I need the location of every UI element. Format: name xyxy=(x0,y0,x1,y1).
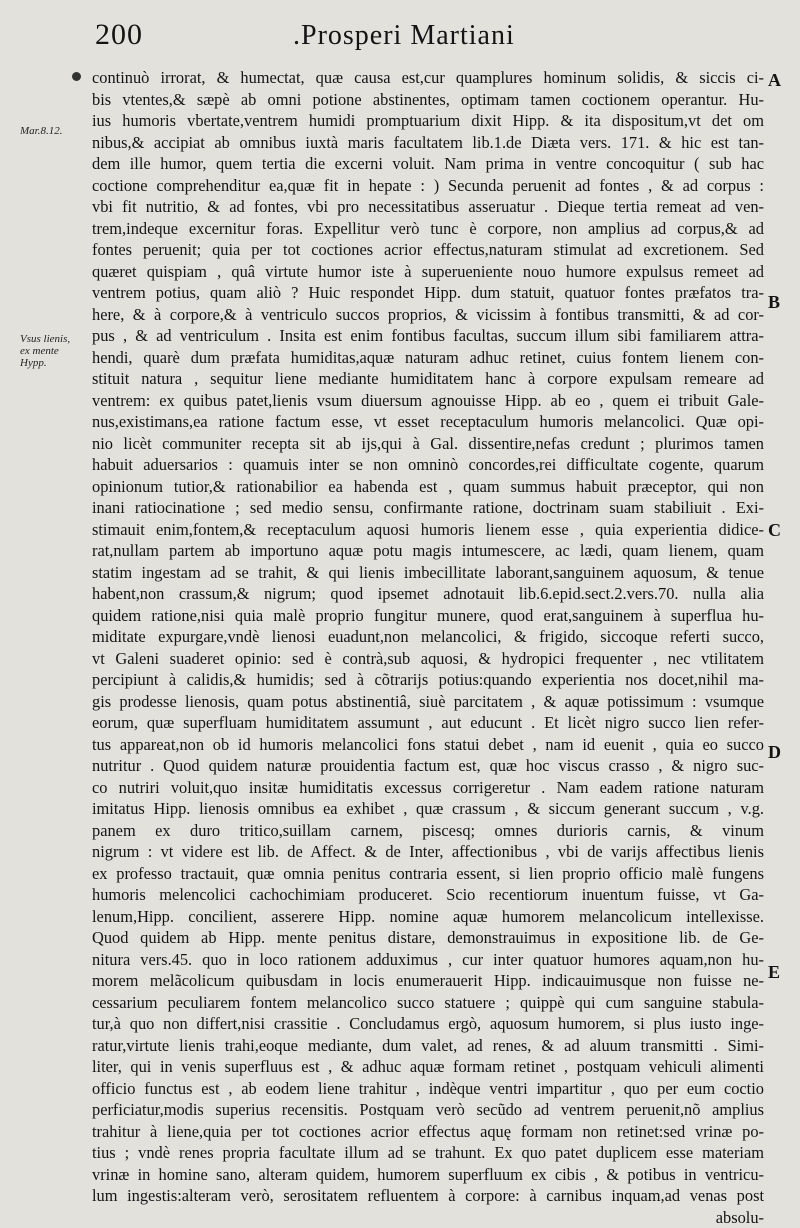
text-line: nitura vers.45. quo in loco rationem adduximus , cur inter quatuor humores aquam,non hu- xyxy=(92,949,764,971)
section-letter-e: E xyxy=(768,962,780,983)
text-line: trahitur à liene,quia per tot coctiones acrior effectus aquę formam non retinet:sed vrinæ po- xyxy=(92,1121,764,1143)
section-letter-d: D xyxy=(768,742,781,763)
text-line: percipiunt à calidis,& humidis; sed à cõtrarijs potius:quando experientia nos docet,nihil ma- xyxy=(92,669,764,691)
text-line: miditate expurgare,vndè lienosi euadunt,non melancolici, & frigido, siccoque referti succo, xyxy=(92,626,764,648)
text-line: nus,existimans,ea ratione factum esse, vt esset receptaculum humoris melancolici. Quæ opi- xyxy=(92,411,764,433)
text-line: lum ingestis:alteram verò, serositatem refluentem à corpore: à carnibus inquam,ad venas post xyxy=(92,1185,764,1207)
text-line: inani ratiocinatione ; sed medio sensu, confirmante ratione, doctrinam suam stabiliuit . Exi- xyxy=(92,497,764,519)
text-line: coctione comprehenditur ea,quæ fit in hepate : ) Secunda peruenit ad fontes , & ad corpus : xyxy=(92,175,764,197)
text-line: cessarium peculiarem fontem melancolico succo statuere ; quippè qui cum sanguine stabula- xyxy=(92,992,764,1014)
section-letter-c: C xyxy=(768,520,781,541)
ink-blot-mark xyxy=(72,72,81,81)
text-line: pus , & ad ventriculum . Insita est enim fontibus facultas, succum illum sibi familiarem attra- xyxy=(92,325,764,347)
text-line: tur,à quo non differt,nisi crassitie . Concludamus ergò, aquosum humorem, si plus iusto inge- xyxy=(92,1013,764,1035)
margin-note-line: ex mente xyxy=(20,345,92,357)
margin-note-line: Hypp. xyxy=(20,357,92,369)
text-line: opinionum tutior,& rationabilior ea habenda est , quam summus habuit præceptor, qui non xyxy=(92,476,764,498)
text-line: panem ex duro tritico,suillam carnem, piscesq; omnes durioris carnis, & vinum xyxy=(92,820,764,842)
text-line: nigrum : vt videre est lib. de Affect. & de Inter, affectionibus , vbi de varijs affectibus lienis xyxy=(92,841,764,863)
text-line: imitatus Hipp. lienosis omnibus ea exhibet , quæ crassum , & siccum generant succum , v.g. xyxy=(92,798,764,820)
margin-note-line: Vsus lienis, xyxy=(20,333,92,345)
text-line: habuit aduersarios : quamuis inter se non omninò concordes,rei difficultate cogente, quarum xyxy=(92,454,764,476)
text-line: co nutriri voluit,quo insitæ humiditatis excessus corrigeretur . Nam eadem ratione naturam xyxy=(92,777,764,799)
text-line: hendi, quarè dum præfata humiditas,aquæ naturam adhuc retinet, cuius fontem lienem con- xyxy=(92,347,764,369)
text-line: ventrem: ex quibus patet,lienis vsum diuersum agnouisse Hipp. ab eo , quem ei tribuit Gale- xyxy=(92,390,764,412)
margin-reference: Mar.8.12. xyxy=(20,125,62,137)
text-line: ius humoris vbertate,ventrem humidi promptuarium dixit Hipp. & ita dispositum,vt det om xyxy=(92,110,764,132)
text-line: stituit natura , sequitur liene mediante humiditatem hanc à corpore expulsam remeare ad xyxy=(92,368,764,390)
text-line: liter, qui in venis superfluus est , & adhuc aquæ formam retinet , postquam vehiculi alimenti xyxy=(92,1056,764,1078)
text-line: lenum,Hipp. concilient, asserere Hipp. nomine aquæ humorem melancolicum intellexisse. xyxy=(92,906,764,928)
text-line: gis prodesse lienosis, quam potus abstinentiâ, siuè parcitatem , & aquæ potissimum : vsumque xyxy=(92,691,764,713)
text-line: continuò irrorat, & humectat, quæ causa est,cur quamplures hominum solidis, & siccis ci- xyxy=(92,67,764,89)
text-line: vbi fit nutritio, & ad fontes, vbi pro necessitatibus asseruatur . Dieque tertia remeat ad ven- xyxy=(92,196,764,218)
text-line: quidem ratione,nisi quia malè proprio fungitur munere, quod erat,sanguinem à superflua hu- xyxy=(92,605,764,627)
text-line: nio licèt communiter recepta sit ab ijs,qui à Gal. dissentire,nefas credunt ; plurimos tamen xyxy=(92,433,764,455)
text-line: perficiatur,modis superius recensitis. Postquam verò secũdo ad ventrem peruenit,nõ amplius xyxy=(92,1099,764,1121)
text-line: nibus,& accipiat ab omnibus iuxtà maris facultatem lib.1.de Diæta vers. 171. & hic est tan- xyxy=(92,132,764,154)
text-line: fontes peruenit; quia per tot coctiones acrior effectus,naturam stimulat ad excretionem. Sed xyxy=(92,239,764,261)
text-line: vt Galeni suaderet opinio: sed è contrà,sub aquosi, & hydropici frequenter , nec vtilitatem xyxy=(92,648,764,670)
text-line: Quod quidem ab Hipp. mente penitus distare, demonstrauimus in expositione lib. de Ge- xyxy=(92,927,764,949)
text-line: dem ille humor, quem tertia die excerni voluit. Nam prima in ventre concoquitur ( sub hac xyxy=(92,153,764,175)
text-line: morem melãcolicum quibusdam in locis enumerauerit Hipp. indicauimusque non fuisse ne- xyxy=(92,970,764,992)
text-line: ventrem potius, quam aliò ? Huic respondet Hipp. dum statuit, quatuor fontes præfatos tra- xyxy=(92,282,764,304)
text-line: ratur,virtute lienis trahi,eoque mediante, dum valet, ad renes, & ad aluum transmitti . Simi- xyxy=(92,1035,764,1057)
text-line: officio functus est , ab eodem liene trahitur , indèque ventri impartitur , quo per eum coctio xyxy=(92,1078,764,1100)
margin-note-usus-lienis xyxy=(20,333,92,369)
text-line: absolu- xyxy=(92,1207,764,1228)
text-line: humoris melencolici cachochimiam produceret. Scio recentiorum inuentum fuisse, vt Ga- xyxy=(92,884,764,906)
text-line: ex professo tractauit, quæ omnia penitus contraria essent, si lien proprio officio malè fungens xyxy=(92,863,764,885)
page-number: 200 xyxy=(95,18,143,52)
text-line: tius ; vndè renes propria facultate illum ad se trahunt. Ex quo patet duplicem esse materiam xyxy=(92,1142,764,1164)
text-line: tus appareat,non ob id humoris melancolici fons statui debet , nam id euenit , quia eo succo xyxy=(92,734,764,756)
text-line: eorum, quæ superfluam humiditatem assumunt , aut educunt . Et licèt nigro succo lien refer- xyxy=(92,712,764,734)
text-line: here, & à corpore,& à ventriculo succos proprios, & vicissim à fontibus transmitti, & ad cor- xyxy=(92,304,764,326)
text-line: nutritur . Quod quidem naturæ prouidentia factum est, quæ hoc viscus crasso , & nigro suc- xyxy=(92,755,764,777)
running-title: .Prosperi Martiani xyxy=(293,20,515,52)
text-line: quæret quispiam , quâ virtute humor iste à superueniente nouo humore expulsus remeet ad xyxy=(92,261,764,283)
text-line: habent,non crassum,& nigrum; quod ipsemet adnotauit lib.6.epid.sect.2.vers.70. nulla alia xyxy=(92,583,764,605)
section-letter-b: B xyxy=(768,292,780,313)
text-line: vrinæ in homine sano, alteram quidem, humorem superfluum ex cibis , & potibus in ventricu- xyxy=(92,1164,764,1186)
section-letter-a: A xyxy=(768,70,781,91)
body-text xyxy=(92,67,764,1228)
text-line: trem,indeque excernitur foras. Expellitur verò tunc è corpore, non amplius ad corpus,& ad xyxy=(92,218,764,240)
text-line: rat,nullam partem ab importuno aquæ potu magis intumescere, ac lædi, quam lienem, quam xyxy=(92,540,764,562)
text-line: stimauit enim,fontem,& receptaculum aquosi humoris lienem esse , quia experientia didice- xyxy=(92,519,764,541)
text-line: statim ingestam ad se trahit, & qui lienis imbecillitate laborant,sanguinem aquosum, & tenue xyxy=(92,562,764,584)
text-line: bis vtentes,& sæpè ab omni potione abstinentes, optimam tamen coctionem operantur. Hu- xyxy=(92,89,764,111)
page-header xyxy=(95,18,655,58)
